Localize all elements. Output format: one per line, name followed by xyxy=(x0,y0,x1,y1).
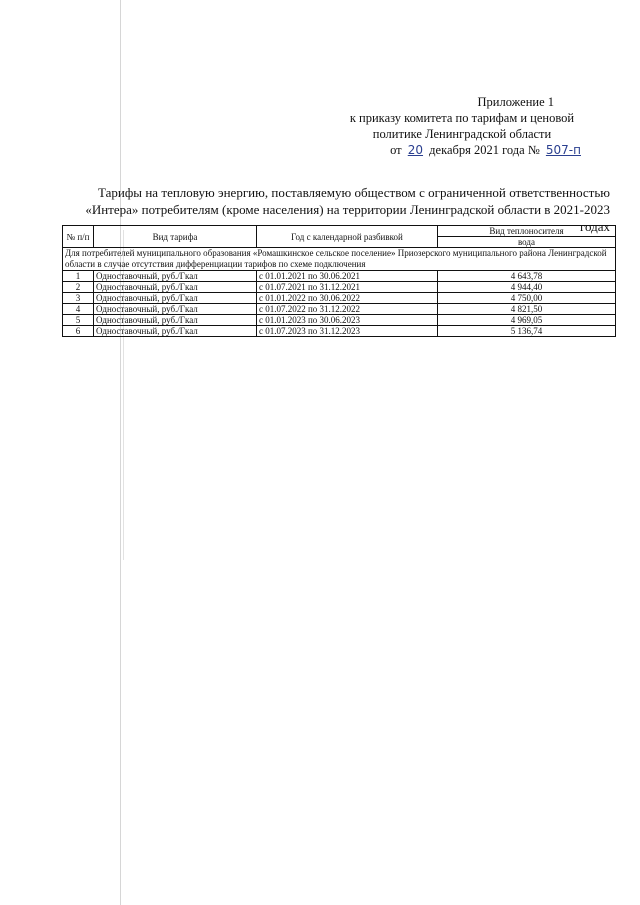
cell-value: 4 821,50 xyxy=(438,304,616,315)
header-period: Год с календарной разбивкой xyxy=(257,226,438,248)
header-carrier: Вид теплоносителя xyxy=(438,226,616,237)
cell-num: 4 xyxy=(63,304,94,315)
header-type: Вид тарифа xyxy=(94,226,257,248)
cell-num: 6 xyxy=(63,326,94,337)
header-num: № п/п xyxy=(63,226,94,248)
cell-type: Одноставочный, руб./Гкал xyxy=(94,315,257,326)
cell-num: 3 xyxy=(63,293,94,304)
header-water: вода xyxy=(438,237,616,248)
cell-period: с 01.07.2023 по 31.12.2023 xyxy=(257,326,438,337)
cell-value: 5 136,74 xyxy=(438,326,616,337)
appendix-committee: политике Ленинградской области xyxy=(372,127,552,141)
table-row xyxy=(63,271,616,282)
appendix-block xyxy=(332,94,592,158)
cell-period: с 01.01.2022 по 30.06.2022 xyxy=(257,293,438,304)
cell-type: Одноставочный, руб./Гкал xyxy=(94,282,257,293)
appendix-order-ref: к приказу комитета по тарифам и ценовой xyxy=(349,111,575,125)
table-row xyxy=(63,282,616,293)
cell-type: Одноставочный, руб./Гкал xyxy=(94,326,257,337)
order-day-handwritten: 20 xyxy=(407,143,424,157)
scan-fold-line xyxy=(120,0,121,905)
order-number-handwritten: 507-п xyxy=(545,143,581,157)
title-line-2: «Интера» потребителям (кроме населения) на территории Ленинградской области в 2021-2023 годах xyxy=(85,202,610,234)
cell-period: с 01.01.2023 по 30.06.2023 xyxy=(257,315,438,326)
order-middle: декабря 2021 года № xyxy=(429,143,540,157)
cell-period: с 01.07.2022 по 31.12.2022 xyxy=(257,304,438,315)
tariff-table xyxy=(62,225,616,337)
order-prefix: от xyxy=(390,143,402,157)
table-row xyxy=(63,326,616,337)
table-header-row xyxy=(63,226,616,237)
table-row xyxy=(63,315,616,326)
cell-type: Одноставочный, руб./Гкал xyxy=(94,271,257,282)
cell-value: 4 750,00 xyxy=(438,293,616,304)
group-label: Для потребителей муниципального образования «Ромашкинское сельское поселение» Приозерского муниципального района Ленинградской области в случае отсутствия дифференциации тарифов по схеме подключения xyxy=(63,248,616,271)
appendix-title: Приложение 1 xyxy=(477,95,554,109)
cell-period: с 01.07.2021 по 31.12.2021 xyxy=(257,282,438,293)
cell-value: 4 944,40 xyxy=(438,282,616,293)
order-date-line xyxy=(332,142,592,158)
table-row xyxy=(63,304,616,315)
group-row xyxy=(63,248,616,271)
cell-value: 4 643,78 xyxy=(438,271,616,282)
title-line-1: Тарифы на тепловую энергию, поставляемую обществом с ограниченной ответственностью xyxy=(98,185,610,200)
cell-num: 5 xyxy=(63,315,94,326)
cell-num: 2 xyxy=(63,282,94,293)
cell-type: Одноставочный, руб./Гкал xyxy=(94,293,257,304)
cell-period: с 01.01.2021 по 30.06.2021 xyxy=(257,271,438,282)
cell-type: Одноставочный, руб./Гкал xyxy=(94,304,257,315)
table-row xyxy=(63,293,616,304)
cell-value: 4 969,05 xyxy=(438,315,616,326)
cell-num: 1 xyxy=(63,271,94,282)
